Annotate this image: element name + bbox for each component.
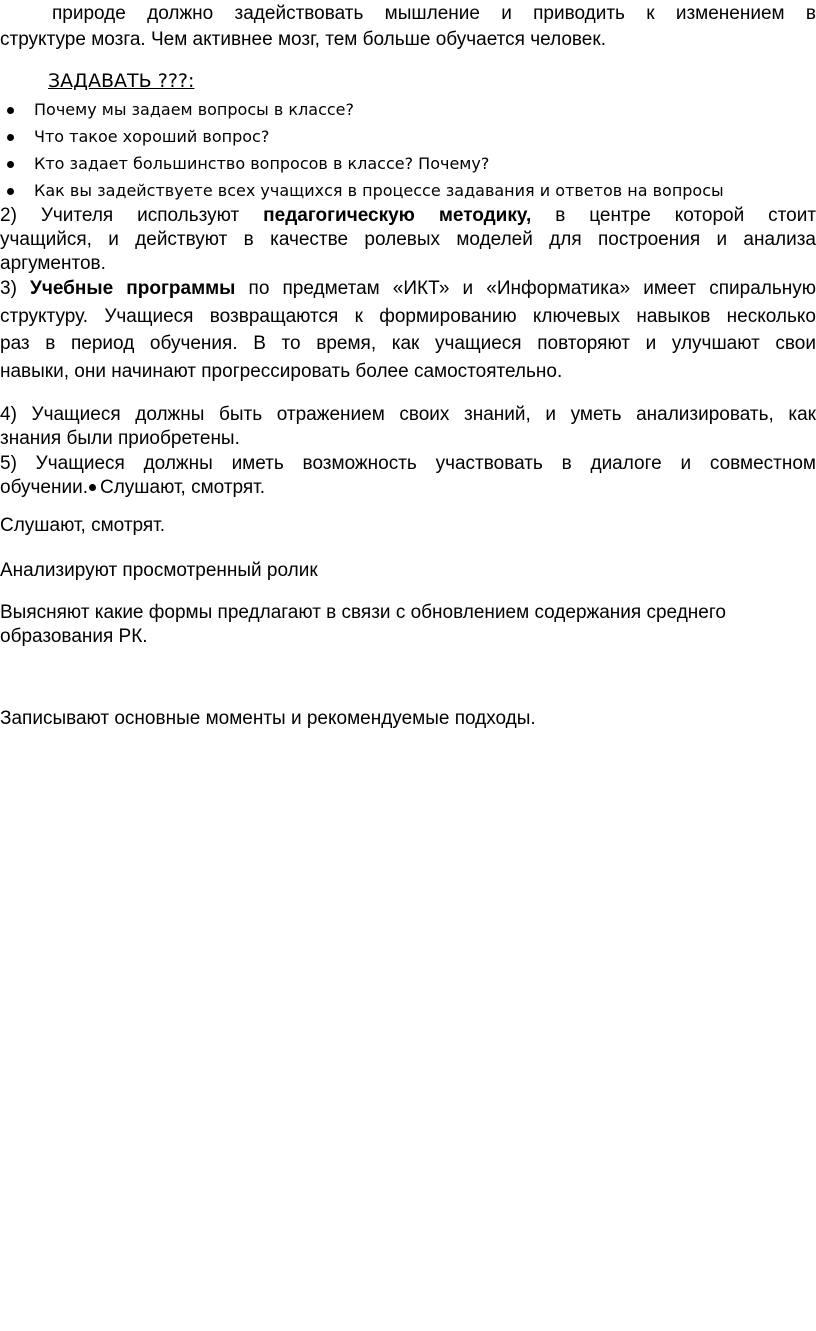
- question-text: Что такое хороший вопрос?: [34, 127, 270, 146]
- list-item: [0, 150, 724, 177]
- activity-analyze: Анализируют просмотренный ролик: [0, 560, 318, 581]
- question-text: Как вы задействуете всех учащихся в процессе задавания и ответов на вопросы: [34, 181, 724, 200]
- question-text: Кто задает большинство вопросов в классе? Почему?: [34, 154, 490, 173]
- list-item: [0, 177, 724, 204]
- question-text: Почему мы задаем вопросы в классе?: [34, 100, 354, 119]
- point3-bold: Учебные программы: [30, 278, 236, 299]
- bullet-icon: [7, 188, 14, 195]
- list-item: [0, 96, 724, 123]
- bullet-icon: [7, 161, 14, 168]
- point3-prefix: 3): [0, 278, 17, 299]
- point4-line-1: 4) Учащиеся должны быть отражением своих знаний, и уметь анализировать, как: [0, 404, 816, 425]
- point5-line-1: 5) Учащиеся должны иметь возможность участвовать в диалоге и совместном: [0, 453, 816, 474]
- activity-clarify-line-2: образования РК.: [0, 626, 148, 647]
- point5-after: Слушают, смотрят.: [100, 477, 266, 498]
- activity-record: Записывают основные моменты и рекомендуемые подходы.: [0, 708, 536, 729]
- activity-listen: Слушают, смотрят.: [0, 515, 166, 536]
- list-item: [0, 123, 724, 150]
- point3-suffix: по предметам «ИКТ» и «Информатика» имеет спиральную: [248, 278, 816, 299]
- point2-bold: педагогическую методику,: [263, 205, 532, 226]
- bullet-icon: [89, 484, 96, 491]
- bullet-icon: [7, 134, 14, 141]
- point3-line-2: структуру. Учащиеся возвращаются к формированию ключевых навыков несколько: [0, 306, 816, 327]
- point3-line-1: [0, 278, 816, 300]
- intro-line-1: природе должно задействовать мышление и приводить к изменением в: [52, 3, 816, 24]
- point3-line-3: раз в период обучения. В то время, как учащиеся повторяют и улучшают свои: [0, 333, 816, 354]
- intro-line-2: структуре мозга. Чем активнее мозг, тем больше обучается человек.: [0, 29, 606, 50]
- bullet-icon: [7, 107, 14, 114]
- point4-line-2: знания были приобретены.: [0, 428, 240, 449]
- point5-line-2: [0, 477, 816, 499]
- point2-line-3: аргументов.: [0, 253, 106, 274]
- point2-suffix: в центре которой стоит: [555, 205, 816, 226]
- questions-list: [0, 96, 724, 204]
- point3-line-4: навыки, они начинают прогрессировать более самостоятельно.: [0, 361, 563, 382]
- point2-line-2: учащийся, и действуют в качестве ролевых моделей для построения и анализа: [0, 229, 816, 250]
- questions-heading: ЗАДАВАТЬ ???:: [48, 70, 195, 92]
- activity-clarify-line-1: Выясняют какие формы предлагают в связи с обновлением содержания среднего: [0, 602, 726, 623]
- point2-line-1: [0, 205, 816, 227]
- point5-text: обучении.: [0, 477, 88, 498]
- point2-prefix: 2) Учителя используют: [0, 205, 240, 226]
